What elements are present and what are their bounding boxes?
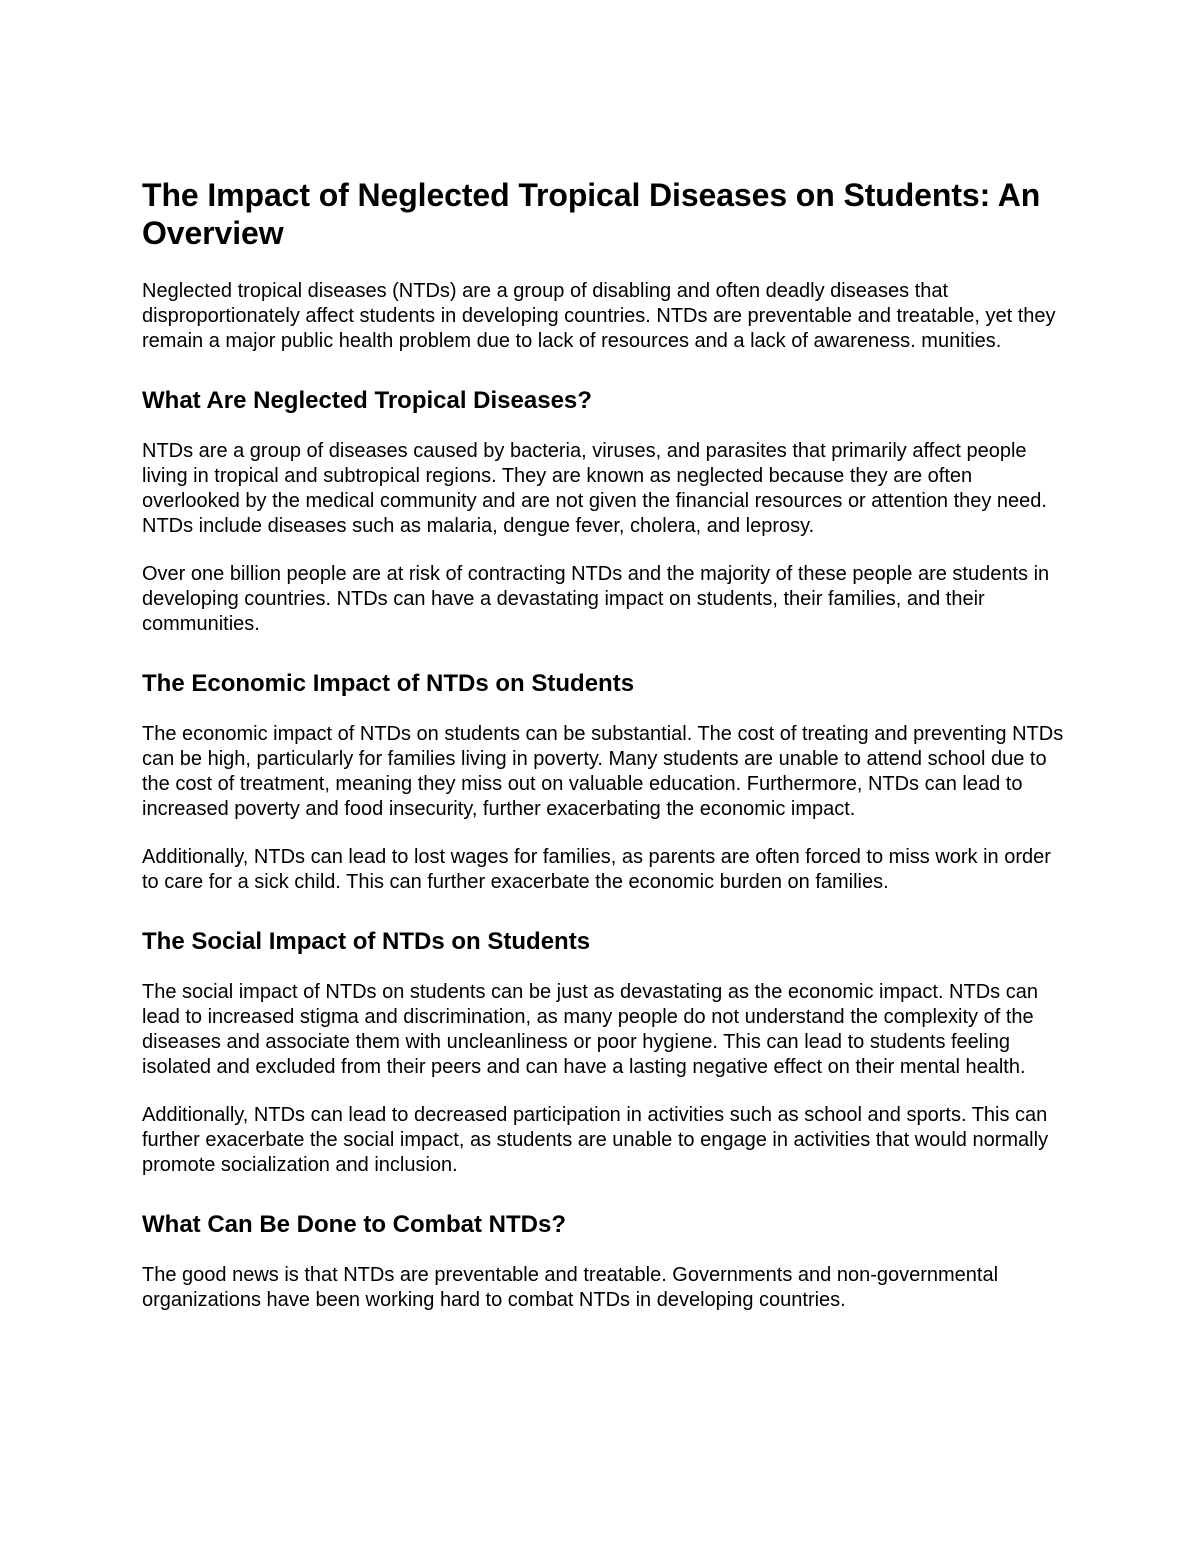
section-heading-combat-ntds: What Can Be Done to Combat NTDs? [142,1211,566,1238]
section-paragraph: The economic impact of NTDs on students can be substantial. The cost of treating and preventing NTDs can be high, particularly for families living in poverty. Many students are unable to attend school due to the cost of treatment, meaning they miss out on valuable education. Furthermore, NTDs can lead to increased poverty and food insecurity, further exacerbating the economic impact. [142,723,1064,820]
section-paragraph: The good news is that NTDs are preventable and treatable. Governments and non-governmental organizations have been working hard to combat NTDs in developing countries. [142,1264,999,1311]
section-paragraph: Over one billion people are at risk of contracting NTDs and the majority of these people are students in developing countries. NTDs can have a devastating impact on students, their families, and their communities. [142,563,1050,635]
document-page [142,176,1072,1336]
section-paragraph: Additionally, NTDs can lead to decreased participation in activities such as school and sports. This can further exacerbate the social impact, as students are unable to engage in activities that would normally promote socialization and inclusion. [142,1104,1049,1176]
intro-paragraph: Neglected tropical diseases (NTDs) are a group of disabling and often deadly diseases that disproportionately affect students in developing countries. NTDs are preventable and treatable, yet they remain a major public health problem due to lack of resources and a lack of awareness. munities. [142,280,1056,352]
section-paragraph: Additionally, NTDs can lead to lost wages for families, as parents are often forced to miss work in order to care for a sick child. This can further exacerbate the economic burden on families. [142,846,1051,893]
section-paragraph: The social impact of NTDs on students can be just as devastating as the economic impact. NTDs can lead to increased stigma and discrimination, as many people do not understand the complexity of the diseases and associate them with uncleanliness or poor hygiene. This can lead to students feeling isolated and excluded from their peers and can have a lasting negative effect on their mental health. [142,981,1038,1078]
section-paragraph: NTDs are a group of diseases caused by bacteria, viruses, and parasites that primarily affect people living in tropical and subtropical regions. They are known as neglected because they are often overlooked by the medical community and are not given the financial resources or attention they need. NTDs include diseases such as malaria, dengue fever, cholera, and leprosy. [142,440,1047,537]
section-heading-economic-impact: The Economic Impact of NTDs on Students [142,670,635,697]
document-title: The Impact of Neglected Tropical Diseases on Students: An Overview [142,177,1041,251]
section-heading-social-impact: The Social Impact of NTDs on Students [142,928,591,955]
section-heading-what-are-ntds: What Are Neglected Tropical Diseases? [142,387,592,414]
